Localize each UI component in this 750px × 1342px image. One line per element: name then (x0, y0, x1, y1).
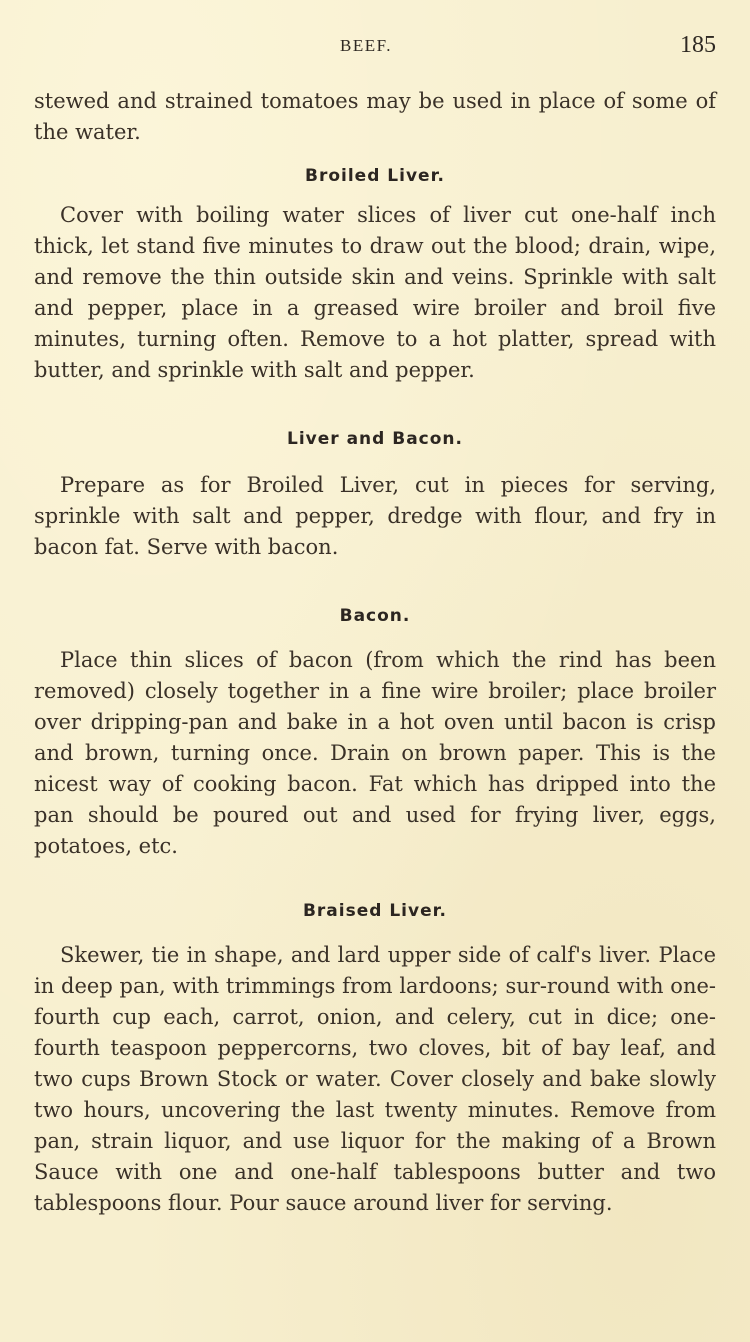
recipe-body-broiled-liver: Cover with boiling water slices of liver cut one-half inch thick, let stand five minutes to draw out the blood; drain, wipe, and remove the thin outside skin and veins. Sprinkle with salt and pepper, place in a greased wire broiler and broil five minutes, turning often. Remove to a hot platter, spread with butter, and sprinkle with salt and pepper. (34, 203, 716, 382)
recipe-heading-bacon: Bacon. (339, 606, 411, 626)
running-title: BEEF. (340, 36, 392, 55)
recipe-heading-liver-and-bacon: Liver and Bacon. (287, 429, 463, 449)
recipe-body-liver-and-bacon: Prepare as for Broiled Liver, cut in pieces for serving, sprinkle with salt and pepper, dredge with flour, and fry in bacon fat. Serve with bacon. (34, 473, 716, 559)
running-head (0, 32, 750, 60)
recipe-body-braised-liver: Skewer, tie in shape, and lard upper side of calf's liver. Place in deep pan, with trimmings from lardoons; sur-round with one-fourth cup each, carrot, onion, and celery, cut in dice; one-fourth teaspoon peppercorns, two cloves, bit of bay leaf, and two cups Brown Stock or water. Cover closely and bake slowly two hours, uncovering the last twenty minutes. Remove from pan, strain liquor, and use liquor for the making of a Brown Sauce with one and one-half tablespoons butter and two tablespoons flour. Pour sauce around liver for serving. (34, 943, 716, 1215)
recipe-heading-broiled-liver: Broiled Liver. (305, 166, 445, 186)
continuation-paragraph: stewed and strained tomatoes may be used in place of some of the water. (34, 89, 716, 144)
recipe-heading-braised-liver: Braised Liver. (302, 901, 448, 921)
recipe-body-bacon: Place thin slices of bacon (from which the rind has been removed) closely together in a fine wire broiler; place broiler over dripping-pan and bake in a hot oven until bacon is crisp and brown, turning once. Drain on brown paper. This is the nicest way of cooking bacon. Fat which has dripped into the pan should be poured out and used for frying liver, eggs, potatoes, etc. (34, 648, 716, 858)
page-number: 185 (680, 32, 716, 58)
